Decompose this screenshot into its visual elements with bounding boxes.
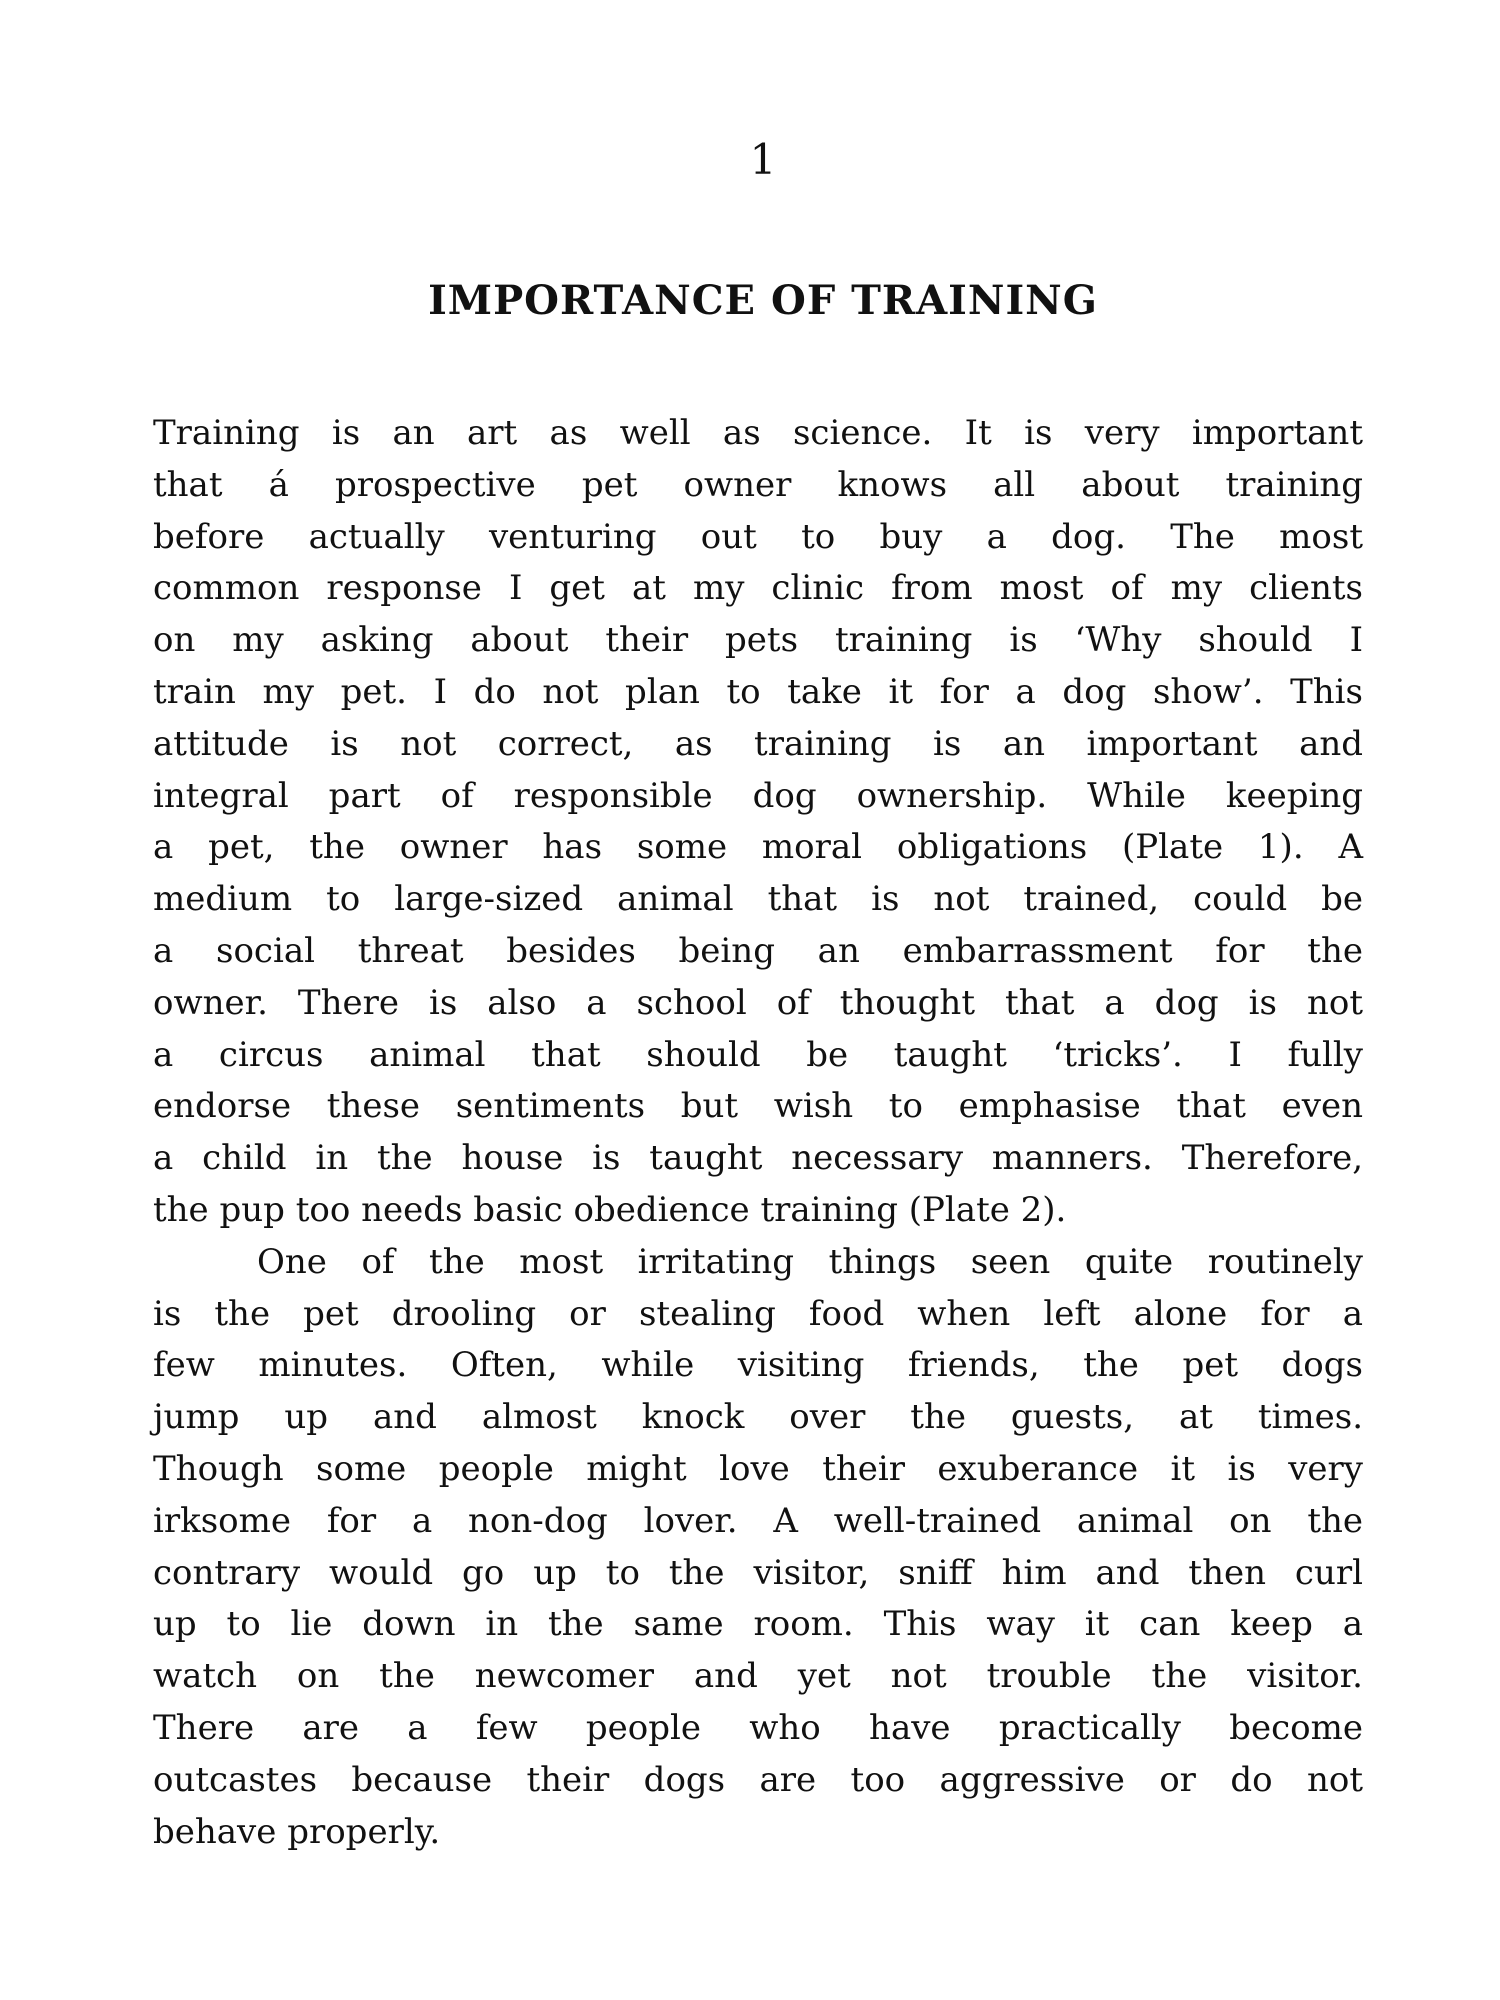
text-line: watch on the newcomer and yet not trouble the visitor. (153, 1656, 1363, 1697)
text-line: integral part of responsible dog ownership. While keeping (153, 775, 1363, 816)
text-line: a pet, the owner has some moral obligations (Plate 1). A (153, 827, 1363, 868)
text-line: up to lie down in the same room. This way it can keep a (153, 1604, 1363, 1645)
chapter-number: 1 (749, 135, 777, 184)
text-line: a social threat besides being an embarrassment for the (153, 930, 1363, 971)
text-line: attitude is not correct, as training is an important and (153, 723, 1363, 764)
text-line: contrary would go up to the visitor, sniff him and then curl (153, 1552, 1363, 1593)
text-line: Though some people might love their exuberance it is very (153, 1448, 1363, 1489)
text-line: endorse these sentiments but wish to emphasise that even (153, 1086, 1363, 1127)
chapter-body (153, 408, 1363, 1858)
text-line: owner. There is also a school of thought that a dog is not (153, 982, 1363, 1023)
chapter-title: IMPORTANCE OF TRAINING (428, 277, 1098, 324)
text-line: jump up and almost knock over the guests, at times. (153, 1397, 1363, 1438)
text-line: One of the most irritating things seen quite routinely (257, 1241, 1363, 1282)
text-line: that á prospective pet owner knows all about training (153, 464, 1363, 505)
text-line: few minutes. Often, while visiting friends, the pet dogs (153, 1345, 1363, 1386)
text-line: a circus animal that should be taught ‘tricks’. I fully (153, 1034, 1363, 1075)
text-line: There are a few people who have practically become (153, 1707, 1363, 1748)
text-line: medium to large-sized animal that is not trained, could be (153, 879, 1363, 920)
text-line: train my pet. I do not plan to take it for a dog show’. This (153, 671, 1363, 712)
text-line: the pup too needs basic obedience training (Plate 2). (153, 1189, 1067, 1230)
text-line: outcastes because their dogs are too aggressive or do not (153, 1759, 1363, 1800)
text-line: common response I get at my clinic from most of my clients (153, 568, 1363, 609)
paragraph-1 (153, 408, 1363, 1237)
paragraph-2 (153, 1237, 1363, 1859)
text-line: on my asking about their pets training is ‘Why should I (153, 620, 1363, 661)
text-line: Training is an art as well as science. It is very important (153, 413, 1363, 453)
text-line: a child in the house is taught necessary manners. Therefore, (153, 1138, 1363, 1179)
text-line: is the pet drooling or stealing food when left alone for a (153, 1293, 1363, 1334)
text-line: before actually venturing out to buy a dog. The most (153, 516, 1363, 557)
text-line: irksome for a non-dog lover. A well-trained animal on the (153, 1500, 1363, 1541)
text-line: behave properly. (153, 1811, 441, 1852)
